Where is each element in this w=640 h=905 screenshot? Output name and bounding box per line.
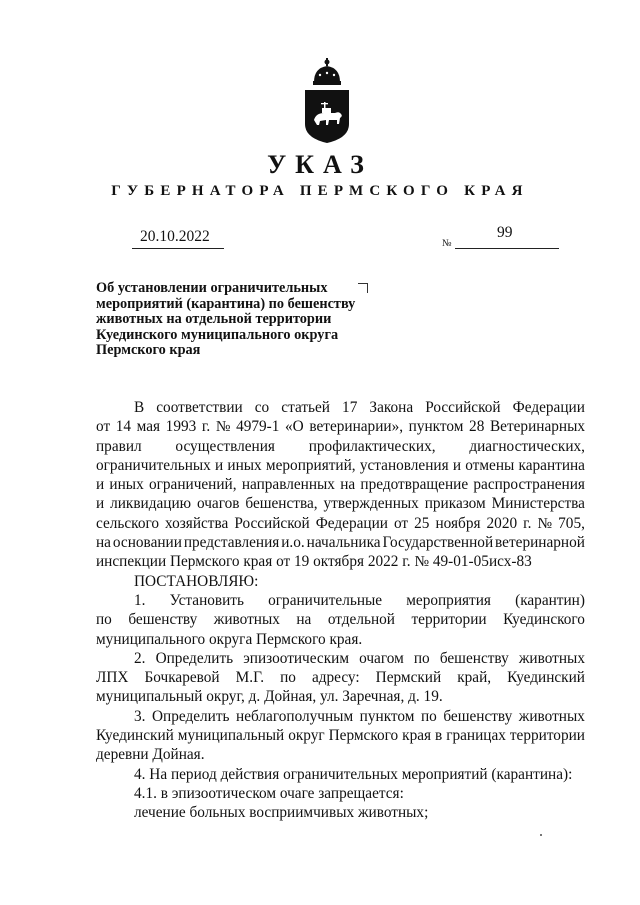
body-word: установления	[359, 456, 449, 474]
body-word: Пермского	[328, 727, 399, 745]
body-word: 705,	[558, 514, 585, 532]
body-word: Российской	[234, 514, 310, 532]
body-line	[96, 456, 585, 475]
heading-line: Пермского края	[96, 342, 201, 358]
body-word: по	[280, 669, 296, 687]
body-line	[96, 437, 585, 456]
body-word: Пермский	[375, 669, 442, 687]
body-word: иных	[227, 456, 262, 474]
document-number: 99	[497, 224, 513, 241]
body-word: 28	[469, 418, 485, 436]
heading-line: Об установлении ограничительных	[96, 280, 328, 296]
body-word: от	[393, 514, 409, 532]
body-word: неблагополучным	[236, 707, 354, 725]
body-line: 4.1. в эпизоотическом очаге запрещается:	[134, 784, 404, 802]
body-line	[96, 475, 585, 494]
body-word: и	[452, 456, 462, 474]
body-word: бешенству	[128, 611, 198, 629]
body-word: бешенству	[443, 707, 513, 725]
document-title: УКАЗ	[267, 150, 373, 179]
body-word: бешенству	[439, 649, 509, 667]
body-line: ПОСТАНОВЛЯЮ:	[134, 572, 259, 590]
body-word: Министерства	[491, 495, 585, 513]
heading-line: животных на отдельной территории	[96, 311, 332, 327]
body-word: бешенства,	[245, 495, 318, 513]
body-word: Куединский	[96, 727, 174, 745]
body-line	[96, 494, 585, 513]
body-word: ЛПХ	[96, 669, 129, 687]
body-word: ограничительных	[96, 456, 211, 474]
body-word: адресу:	[311, 669, 360, 687]
body-word: Куединский	[507, 669, 585, 687]
body-word: территории	[411, 611, 487, 629]
number-label: №	[442, 238, 452, 249]
body-line: 4. На период действия ограничительных мероприятий (карантина):	[134, 765, 573, 783]
body-word: 4979-1	[236, 418, 280, 436]
body-word: статьей	[281, 399, 330, 416]
body-word: (карантин)	[515, 591, 585, 609]
body-word: распространения	[473, 476, 585, 494]
body-word: границах	[446, 727, 506, 745]
body-word: животных	[213, 611, 280, 629]
date-underline	[132, 248, 224, 249]
body-word: от	[96, 418, 111, 436]
body-line	[96, 649, 585, 668]
body-word: очагов	[196, 495, 240, 513]
body-word: Определить	[152, 707, 230, 725]
body-word: Бочкаревой	[144, 669, 220, 687]
body-word: представления	[183, 534, 280, 552]
body-word: профилактических,	[308, 437, 436, 455]
body-line	[96, 726, 585, 745]
body-word: на	[96, 534, 111, 552]
body-word: сельского	[96, 514, 160, 532]
body-word: край,	[457, 669, 492, 687]
body-word: края	[402, 727, 432, 745]
body-line	[96, 533, 585, 552]
body-word: Установить	[169, 591, 244, 609]
body-word: Ветеринарных	[489, 418, 585, 436]
body-word: диагностических,	[469, 437, 585, 455]
body-word: со	[254, 399, 270, 416]
body-word: осуществления	[175, 437, 275, 455]
body-word: карантина	[518, 456, 585, 474]
body-word: отдельной	[327, 611, 395, 629]
body-word: и	[215, 456, 224, 474]
body-word: и	[96, 495, 105, 513]
body-word: Российской	[425, 399, 501, 416]
body-line: деревни Дойная.	[96, 746, 205, 764]
body-line	[96, 668, 585, 687]
body-word: Куединского	[503, 611, 585, 629]
body-word: 3.	[134, 707, 146, 725]
body-word: животных	[518, 707, 585, 725]
body-line: муниципальный округ, д. Дойная, ул. Заречная, д. 19.	[96, 688, 443, 706]
heading-line: мероприятий (карантина) по бешенству	[96, 295, 356, 312]
body-word: направленных	[241, 476, 335, 494]
body-word: В	[134, 399, 145, 416]
body-word: №	[537, 514, 553, 532]
body-word: М.Г.	[235, 669, 265, 687]
body-line: лечение больных восприимчивых животных;	[134, 804, 429, 822]
body-word: территории	[509, 727, 585, 745]
body-word: приказом	[424, 495, 486, 513]
body-word: муниципальный	[177, 727, 285, 745]
body-word: ликвидацию	[110, 495, 192, 513]
body-line: муниципального округа Пермского края.	[96, 630, 363, 648]
body-word: ноября	[435, 514, 481, 532]
body-line: инспекции Пермского края от 19 октября 2022 г. № 49-01-05исх-83	[96, 553, 532, 571]
body-word: предотвращение	[360, 476, 469, 494]
body-word: №	[215, 418, 231, 436]
scan-speck	[540, 834, 542, 836]
body-word: и	[96, 476, 105, 494]
body-word: 2020	[486, 514, 518, 532]
body-word: начальника	[306, 534, 381, 552]
coat-of-arms-icon	[302, 58, 352, 144]
body-word: отмены	[465, 456, 515, 474]
heading-corner-mark	[358, 283, 368, 293]
body-line	[96, 610, 585, 629]
body-word: г.	[201, 418, 211, 436]
body-word: в	[435, 727, 443, 745]
body-word: 2.	[134, 649, 146, 667]
body-word: пунктом	[359, 707, 415, 725]
body-word: мероприятия	[406, 591, 491, 609]
body-word: соответствии	[156, 399, 243, 416]
body-word: Определить	[155, 649, 234, 667]
body-word: Закона	[369, 399, 414, 416]
body-word: животных	[518, 649, 585, 667]
body-word: основании	[112, 534, 182, 552]
body-word: утвержденных	[323, 495, 419, 513]
body-word: 17	[342, 399, 358, 416]
body-word: округ	[288, 727, 325, 745]
body-word: 1993	[165, 418, 197, 436]
body-word: 14	[115, 418, 132, 436]
body-word: пунктом	[408, 418, 464, 436]
body-line	[96, 707, 585, 726]
body-word: по	[413, 649, 430, 667]
body-word: иных	[109, 476, 144, 494]
body-word: очагом	[359, 649, 404, 667]
body-word: на	[340, 476, 356, 494]
heading-line: Куединского муниципального округа	[96, 326, 339, 343]
body-word: 25	[414, 514, 430, 532]
body-line	[96, 514, 585, 533]
body-word: ветеринарии»,	[309, 418, 404, 436]
body-word: эпизоотическим	[243, 649, 350, 667]
body-word: мероприятий,	[265, 456, 356, 474]
body-word: Федерации	[512, 399, 585, 416]
body-word: на	[296, 611, 312, 629]
body-word: правил	[96, 437, 142, 455]
body-line	[96, 591, 585, 610]
body-word: Государственной	[382, 534, 494, 552]
body-word: Федерации	[315, 514, 388, 532]
body-word: «О	[285, 418, 304, 436]
document-date: 20.10.2022	[140, 228, 210, 245]
document-body	[96, 398, 585, 823]
body-word: ограничительные	[268, 591, 383, 609]
body-word: по	[96, 611, 112, 629]
body-word: по	[420, 707, 437, 725]
body-word: г.	[523, 514, 532, 532]
document-heading	[96, 281, 355, 359]
body-word: и.о.	[281, 534, 305, 552]
body-word: хозяйства	[165, 514, 229, 532]
document-subtitle: ГУБЕРНАТОРА ПЕРМСКОГО КРАЯ	[111, 183, 529, 199]
body-word: ограничений,	[148, 476, 237, 494]
body-line	[96, 398, 585, 417]
body-word: 1.	[134, 591, 146, 609]
number-underline	[455, 248, 559, 249]
body-word: мая	[136, 418, 161, 436]
body-line	[96, 417, 585, 436]
body-word: ветеринарной	[495, 534, 585, 552]
